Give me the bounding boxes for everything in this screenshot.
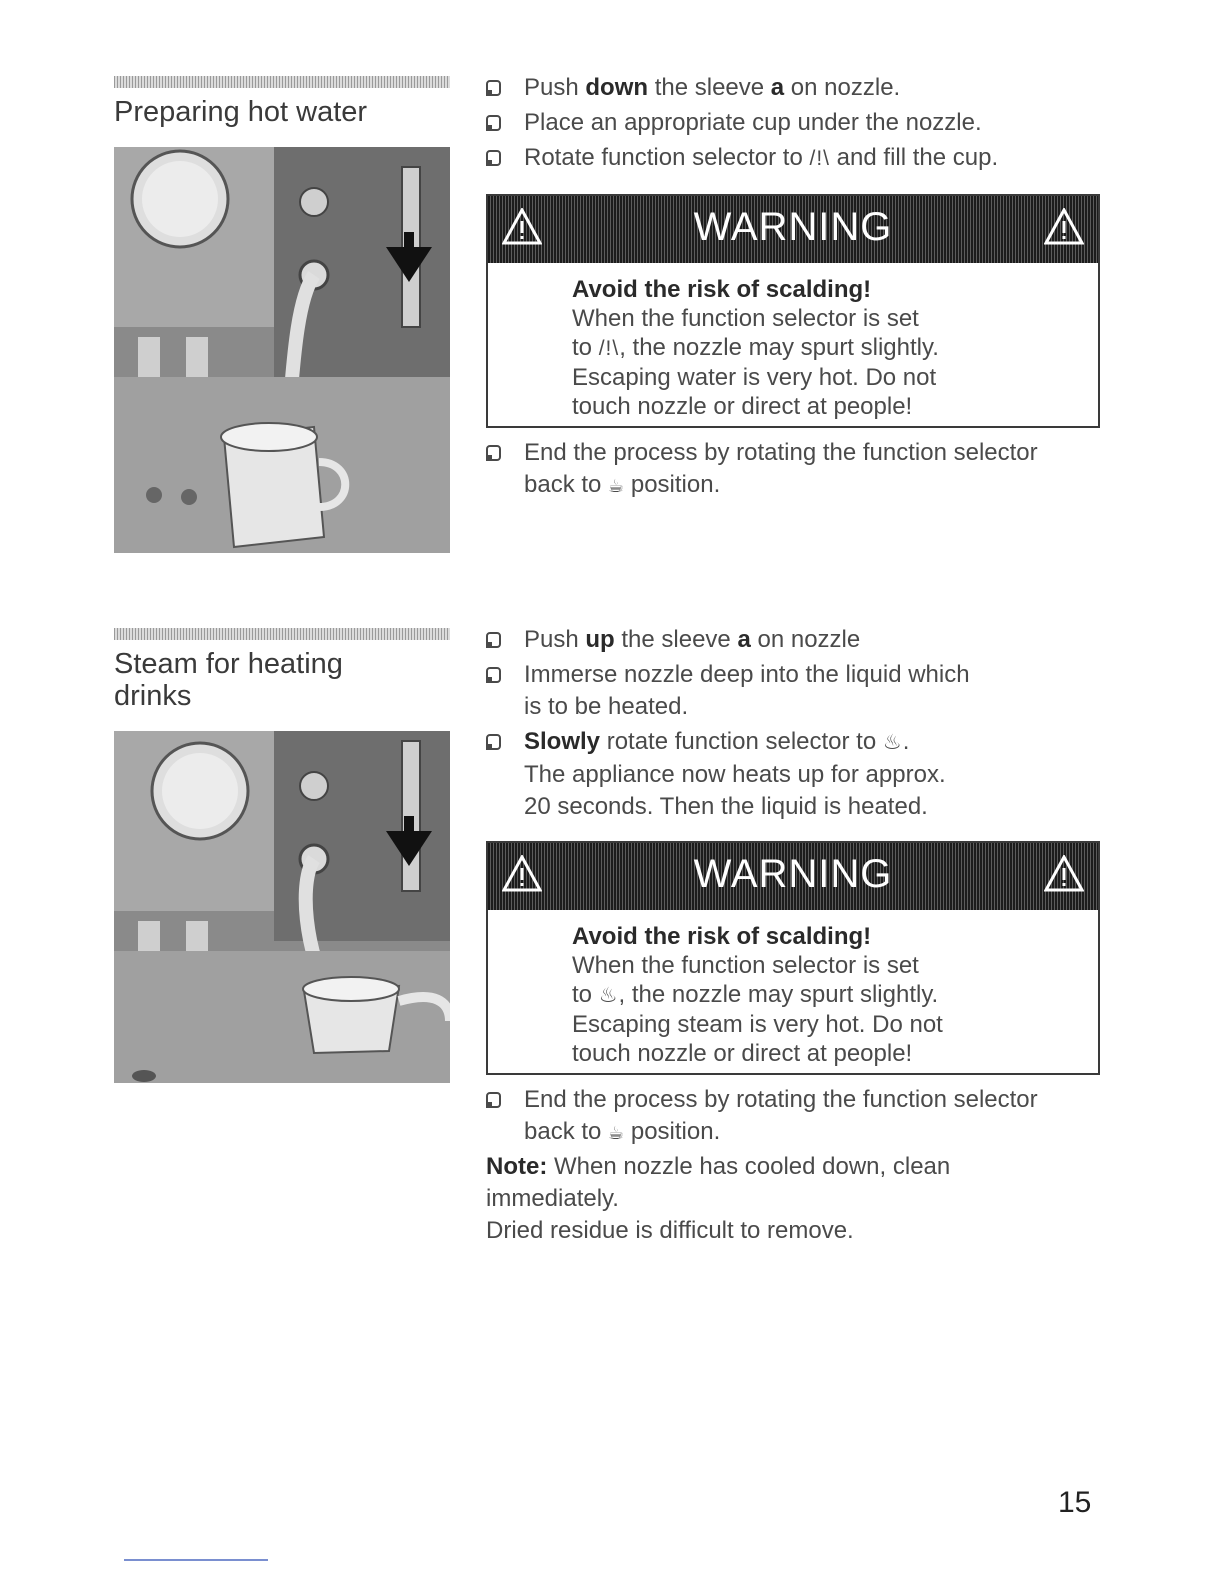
step-place-cup: Place an appropriate cup under the nozzle. bbox=[486, 107, 1126, 139]
section-divider-bar bbox=[114, 76, 450, 88]
warning-lead: Avoid the risk of scalding! bbox=[572, 276, 872, 303]
note-label: Note: bbox=[486, 1153, 548, 1180]
checkbox-bullet-icon bbox=[486, 150, 501, 166]
warning-header bbox=[488, 843, 1098, 910]
steam-end-step bbox=[486, 1084, 1126, 1149]
warning-line: When the function selector is set bbox=[572, 952, 919, 979]
warning-header bbox=[488, 196, 1098, 263]
warning-box-steam bbox=[486, 841, 1100, 1075]
coffee-position-icon: ☕ bbox=[608, 476, 625, 496]
section-title-hot-water: Preparing hot water bbox=[114, 96, 368, 128]
steam-illustration bbox=[114, 731, 450, 1083]
warning-triangle-icon bbox=[1044, 855, 1084, 893]
hot-water-illustration bbox=[114, 147, 450, 553]
checkbox-bullet-icon bbox=[486, 115, 501, 131]
warning-body bbox=[488, 263, 1098, 423]
page-number: 15 bbox=[1058, 1486, 1092, 1519]
checkbox-bullet-icon bbox=[486, 80, 501, 96]
step-push-down: Push down the sleeve a on nozzle. bbox=[486, 72, 1126, 104]
hot-water-symbol-icon: /!\ bbox=[598, 337, 620, 360]
section-divider-bar bbox=[114, 628, 450, 640]
step-immerse-nozzle: Immerse nozzle deep into the liquid which is to be heated. bbox=[486, 659, 1126, 723]
steam-symbol-icon: ♨ bbox=[598, 984, 619, 1007]
section-title-steam: Steam for heating drinks bbox=[114, 648, 343, 712]
warning-body bbox=[488, 910, 1098, 1070]
footer-rule bbox=[124, 1559, 268, 1561]
checkbox-bullet-icon bbox=[486, 632, 501, 648]
warning-triangle-icon bbox=[1044, 208, 1084, 246]
warning-box-hot-water bbox=[486, 194, 1100, 428]
note-block: Note: When nozzle has cooled down, clean immediately. Dried residue is difficult to remove. bbox=[486, 1153, 951, 1244]
steam-steps bbox=[486, 624, 1126, 823]
hot-water-steps bbox=[486, 72, 1126, 175]
warning-line: to /!\, the nozzle may spurt slightly. bbox=[572, 334, 939, 361]
checkbox-bullet-icon bbox=[486, 734, 501, 750]
hot-water-symbol-icon: /!\ bbox=[809, 147, 831, 170]
step-slowly-rotate: Slowly rotate function selector to ♨. The appliance now heats up for approx. 20 seconds. Then the liquid is heated. bbox=[486, 726, 1126, 823]
warning-line: Escaping steam is very hot. Do not bbox=[572, 1011, 943, 1038]
step-rotate-selector: Rotate function selector to /!\ and fill the cup. bbox=[486, 142, 1126, 175]
warning-line: touch nozzle or direct at people! bbox=[572, 1040, 913, 1067]
warning-line: Escaping water is very hot. Do not bbox=[572, 364, 937, 391]
step-end-process: End the process by rotating the function selector back to ☕ position. bbox=[486, 1084, 1126, 1149]
warning-title: WARNING bbox=[693, 205, 893, 249]
step-end-process: End the process by rotating the function selector back to ☕ position. bbox=[486, 437, 1126, 502]
step-push-up: Push up the sleeve a on nozzle bbox=[486, 624, 1126, 656]
warning-line: touch nozzle or direct at people! bbox=[572, 393, 913, 420]
hot-water-end-step bbox=[486, 437, 1126, 502]
warning-lead: Avoid the risk of scalding! bbox=[572, 923, 872, 950]
checkbox-bullet-icon bbox=[486, 667, 501, 683]
coffee-position-icon: ☕ bbox=[608, 1123, 625, 1143]
checkbox-bullet-icon bbox=[486, 1092, 501, 1108]
checkbox-bullet-icon bbox=[486, 445, 501, 461]
warning-line: to ♨, the nozzle may spurt slightly. bbox=[572, 981, 939, 1008]
warning-title: WARNING bbox=[693, 852, 893, 896]
warning-line: When the function selector is set bbox=[572, 305, 919, 332]
steam-symbol-icon: ♨ bbox=[882, 731, 903, 754]
